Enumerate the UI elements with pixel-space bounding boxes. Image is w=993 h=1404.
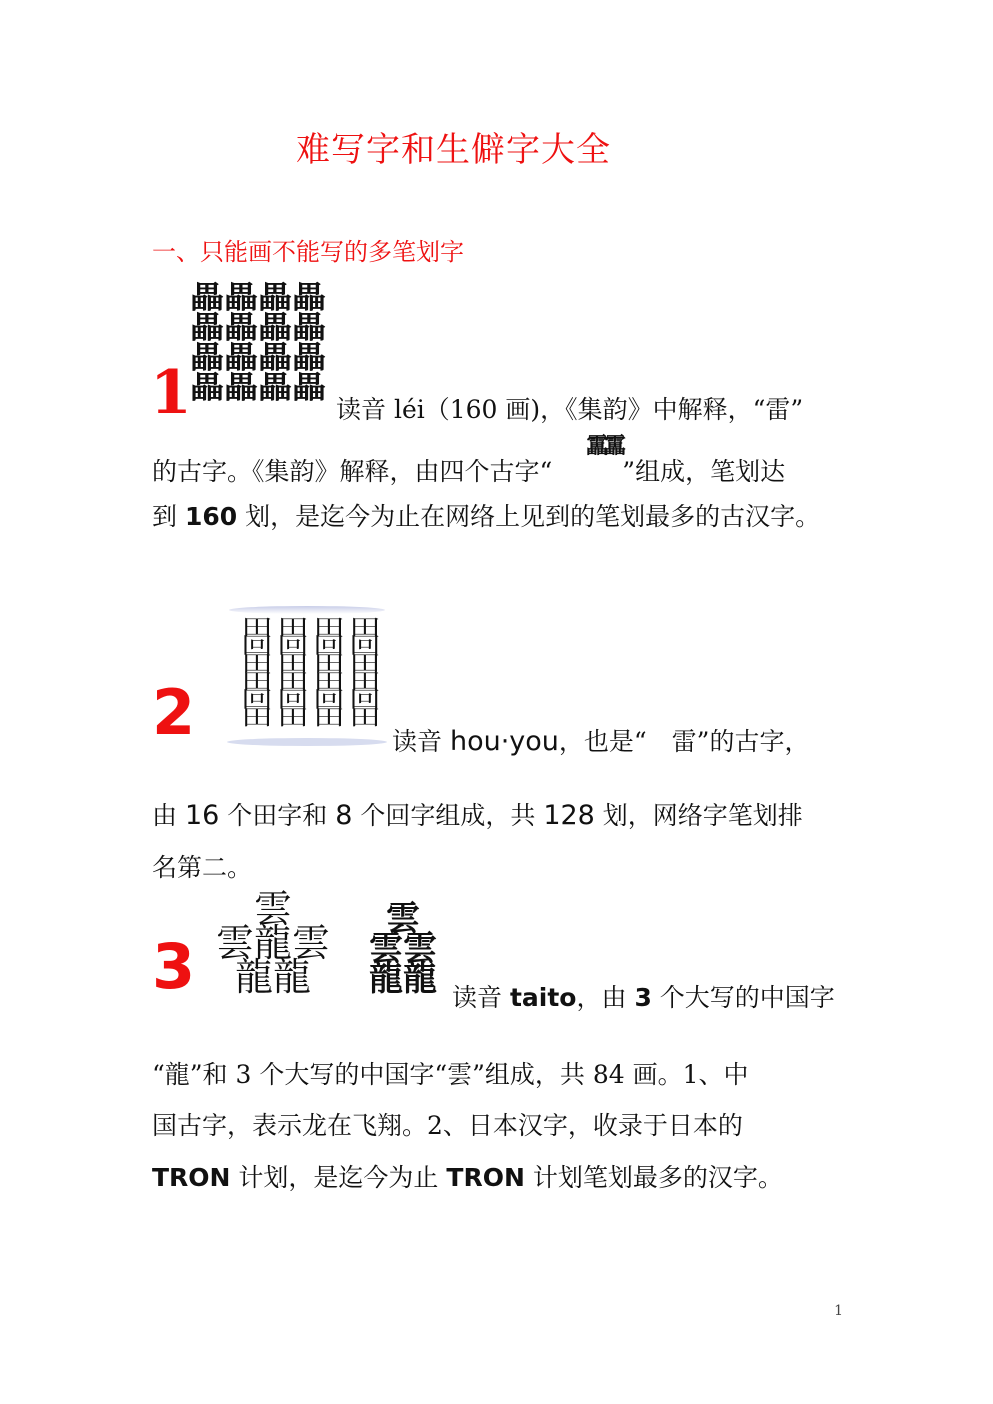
- item2-line1: 读音 hou·you，也是“ 雷”的古字，: [392, 726, 810, 757]
- houyou-glyph-cell: 回: [241, 634, 273, 659]
- item3-line1: 读音 taito，由 3 个大写的中国字: [452, 983, 835, 1012]
- houyou-glyph-cell: 回: [313, 688, 345, 713]
- houyou-glyph-cell: 田: [313, 670, 345, 695]
- item3-line3: 国古字，表示龙在飞翔。2、日本汉字，收录于日本的: [152, 1111, 743, 1140]
- houyou-glyph-cell: 田: [241, 706, 273, 731]
- inline-lei-glyph: 靁靁: [586, 433, 623, 459]
- houyou-glyph-cell: 田: [277, 652, 309, 677]
- houyou-glyph-cell: 回: [313, 634, 345, 659]
- houyou-glyph-cell: 田: [313, 652, 345, 677]
- lei-glyph-cell: 畾: [224, 280, 258, 316]
- lei-glyph-cell: 畾: [258, 370, 292, 406]
- houyou-glyph-cell: 回: [349, 634, 381, 659]
- houyou-glyph-cell: 回: [277, 634, 309, 659]
- houyou-glyph-cell: 田: [313, 616, 345, 641]
- lei-glyph-cell: 畾: [292, 280, 326, 316]
- houyou-glyph-cell: 田: [349, 670, 381, 695]
- lei-glyph-cell: 畾: [190, 340, 224, 376]
- houyou-glyph-cell: 回: [349, 688, 381, 713]
- section-heading: 一、只能画不能写的多笔划字: [152, 238, 464, 266]
- houyou-glyph: [239, 616, 383, 731]
- houyou-glyph-cell: 田: [349, 706, 381, 731]
- item1-line1: 读音 léi（160 画)，《集韵》中解释，“雷”: [336, 395, 804, 424]
- lei-glyph-cell: 畾: [190, 310, 224, 346]
- lei-glyph-cell: 畾: [258, 340, 292, 376]
- lei-glyph-cell: 畾: [224, 370, 258, 406]
- item-number-3: 3: [152, 930, 196, 1003]
- lei-glyph-cell: 畾: [292, 370, 326, 406]
- lei-glyph-cell: 畾: [258, 280, 292, 316]
- item3-line2: “龍”和 3 个大写的中国字“雲”组成，共 84 画。1、中: [152, 1060, 749, 1089]
- lei-glyph-cell: 畾: [292, 340, 326, 376]
- item-number-1: 1: [150, 358, 192, 428]
- houyou-glyph-cell: 回: [241, 688, 273, 713]
- houyou-glyph-cell: 田: [277, 670, 309, 695]
- houyou-glyph-cell: 田: [241, 670, 273, 695]
- lei-glyph-cell: 畾: [258, 310, 292, 346]
- item1-line2: 的古字。《集韵》解释，由四个古字“ ”组成，笔划达: [152, 457, 786, 486]
- lei-glyph-cell: 畾: [190, 370, 224, 406]
- lei-glyph-cell: 畾: [224, 340, 258, 376]
- houyou-glyph-cell: 田: [349, 652, 381, 677]
- houyou-glyph-cell: 田: [277, 616, 309, 641]
- page-number: 1: [834, 1303, 843, 1319]
- taito-glyph-regular: 雲 雲龍雲 龍龍: [215, 887, 331, 999]
- item2-line3: 名第二。: [152, 853, 253, 882]
- lei-glyph-cell: 畾: [292, 310, 326, 346]
- houyou-glyph-cell: 田: [241, 616, 273, 641]
- page-title: 难写字和生僻字大全: [296, 130, 611, 170]
- taito-glyph-bold: 雲 雲雲 龍龍: [369, 899, 437, 999]
- houyou-glyph-cell: 回: [277, 688, 309, 713]
- houyou-glyph-cell: 田: [277, 706, 309, 731]
- item1-line3: 到 160 划，是迄今为止在网络上见到的笔划最多的古汉字。: [152, 502, 821, 531]
- lei-glyph-cell: 畾: [224, 310, 258, 346]
- houyou-glyph-cell: 田: [241, 652, 273, 677]
- item2-line2: 由 16 个田字和 8 个回字组成，共 128 划，网络字笔划排: [152, 800, 803, 831]
- item3-line4: TRON 计划，是迄今为止 TRON 计划笔划最多的汉字。: [152, 1163, 783, 1192]
- lei-160-glyph: [190, 280, 326, 406]
- item-number-2: 2: [152, 676, 196, 749]
- houyou-glyph-cell: 田: [349, 616, 381, 641]
- lei-glyph-cell: 畾: [190, 280, 224, 316]
- houyou-glyph-cell: 田: [313, 706, 345, 731]
